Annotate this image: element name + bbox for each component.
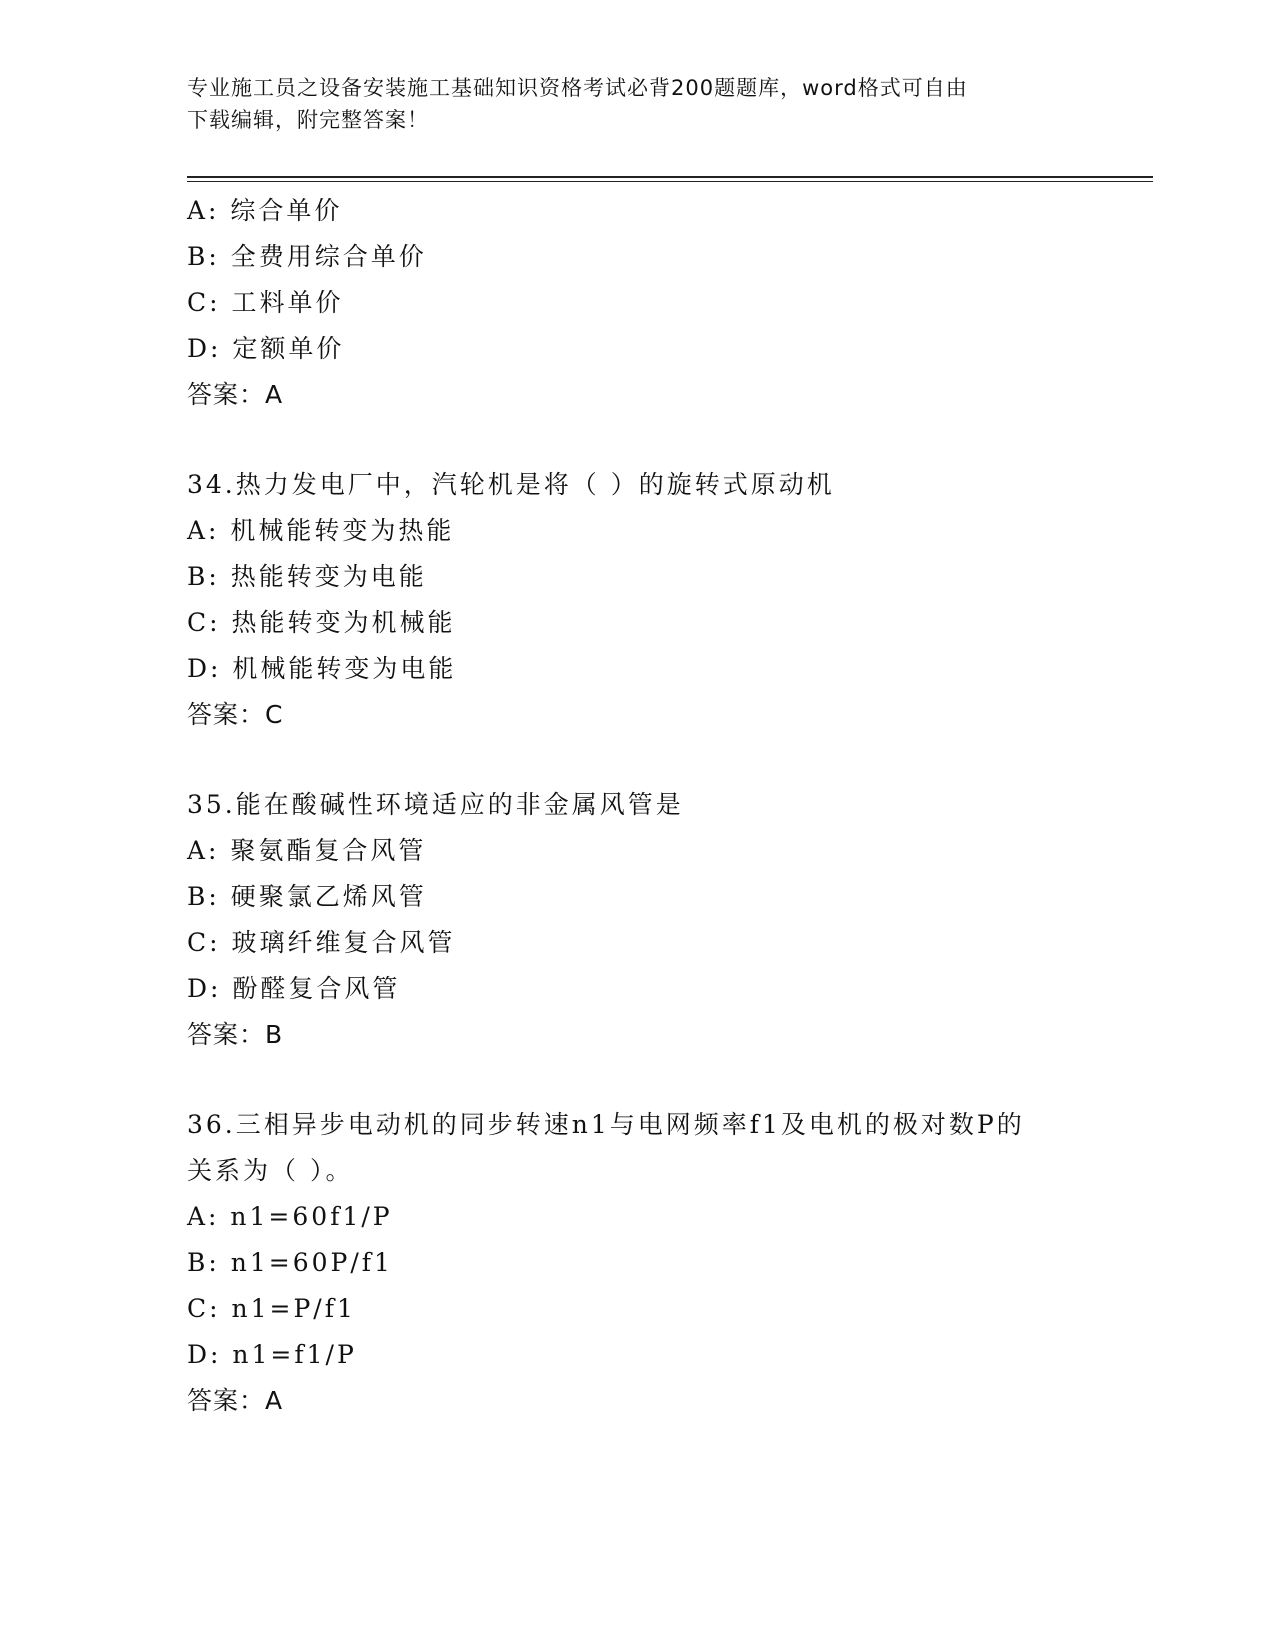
question-36-block [187,1102,1087,1424]
question-35-option-d: D: 酚醛复合风管 [187,974,401,1003]
question-36-option-c: C: n1=P/f1 [187,1294,356,1323]
header-line-2: 下载编辑，附完整答案！ [187,108,429,132]
question-34-option-b: B: 热能转变为电能 [187,562,427,591]
question-gap [187,418,1087,462]
question-list [187,188,1087,1424]
question-gap [187,1058,1087,1102]
header-line-1: 专业施工员之设备安装施工基础知识资格考试必背200题题库，word格式可自由 [187,76,968,100]
document-header [187,72,1077,136]
question-36-option-d: D: n1=f1/P [187,1340,357,1369]
question-35-option-c: C: 玻璃纤维复合风管 [187,928,456,957]
question-34-option-d: D: 机械能转变为电能 [187,654,457,683]
question-35-option-b: B: 硬聚氯乙烯风管 [187,882,427,911]
question-36-answer: 答案：A [187,1386,284,1415]
question-35-answer: 答案：B [187,1020,284,1049]
question-34-option-a: A: 机械能转变为热能 [187,516,455,545]
question-34-answer: 答案：C [187,700,284,729]
header-rule-thin [187,181,1153,182]
question-36-option-b: B: n1=60P/f1 [187,1248,393,1277]
question-35-block [187,782,1087,1058]
question-34-option-c: C: 热能转变为机械能 [187,608,456,637]
question-36-option-a: A: n1=60f1/P [187,1202,393,1231]
question-gap [187,738,1087,782]
question-33-option-d: D: 定额单价 [187,334,345,363]
question-36-stem-line-1: 36.三相异步电动机的同步转速n1与电网频率f1及电机的极对数P的 [187,1110,1025,1139]
question-33-option-c: C: 工料单价 [187,288,344,317]
question-34-stem: 34.热力发电厂中，汽轮机是将（ ）的旋转式原动机 [187,470,835,499]
question-35-stem: 35.能在酸碱性环境适应的非金属风管是 [187,790,684,819]
question-33-answer: 答案：A [187,380,284,409]
question-33-option-b: B: 全费用综合单价 [187,242,427,271]
header-rule-thick [187,176,1153,178]
question-36-stem-line-2: 关系为（ ）。 [187,1156,354,1185]
question-35-option-a: A: 聚氨酯复合风管 [187,836,427,865]
question-33-block [187,188,1087,418]
question-33-option-a: A: 综合单价 [187,196,343,225]
question-34-block [187,462,1087,738]
